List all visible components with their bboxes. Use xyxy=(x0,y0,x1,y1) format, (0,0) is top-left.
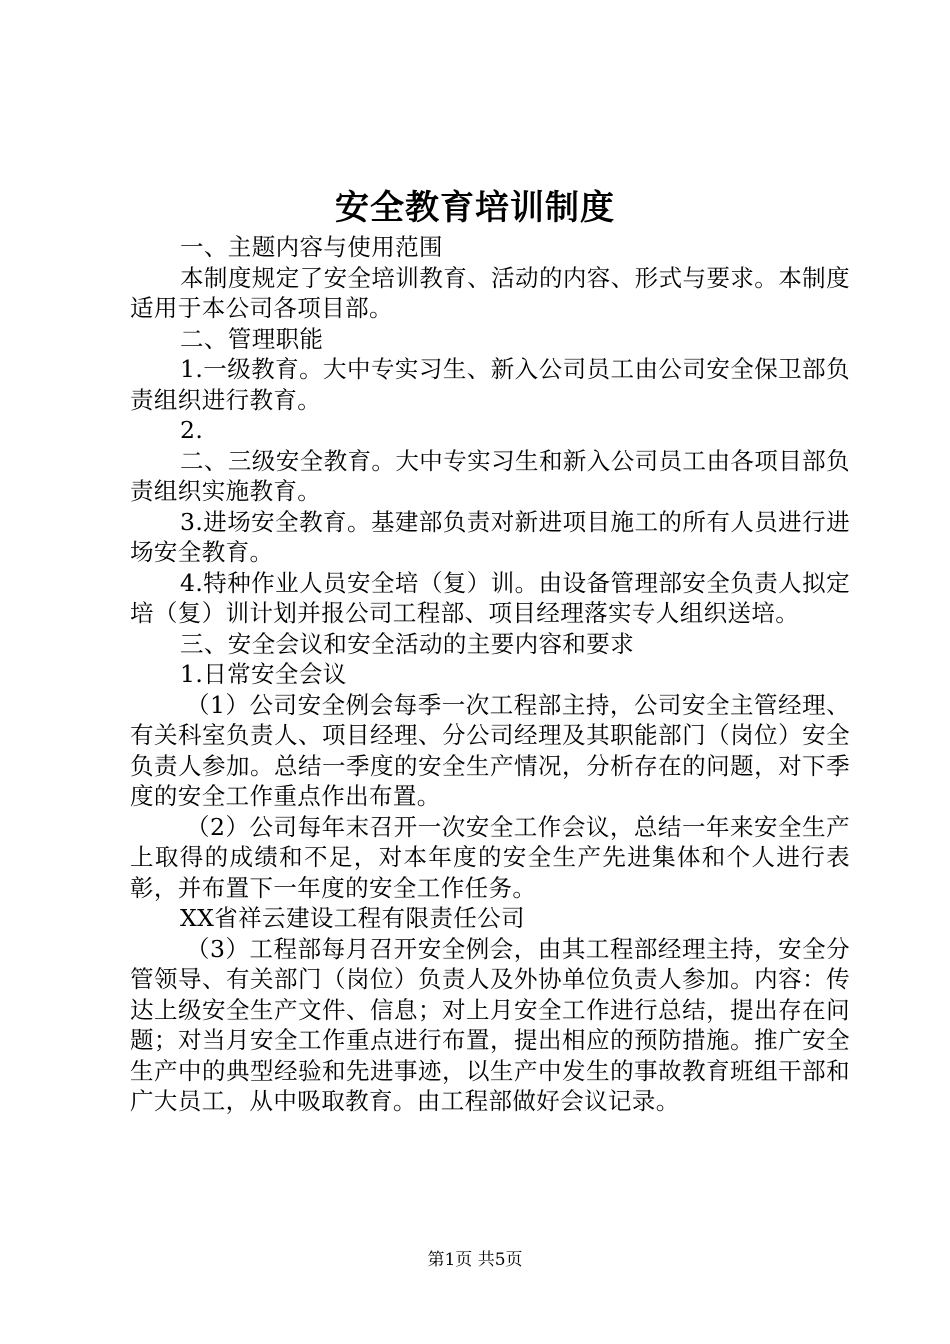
subsection-heading: 1.日常安全会议 xyxy=(180,660,347,688)
paragraph-meeting-2: （2）公司每年末召开一次安全工作会议，总结一年来安全生产上取得的成绩和不足，对本年度的安全生产先进集体和个人进行表彰，并布置下一年度的安全工作任务。 xyxy=(130,812,850,902)
section-heading-3: 三、安全会议和安全活动的主要内容和要求 xyxy=(180,629,635,658)
paragraph-meeting-1: （1）公司安全例会每季一次工程部主持，公司安全主管经理、有关科室负责人、项目经理、分公司经理及其职能部门（岗位）安全负责人参加。总结一季度的安全生产情况，分析存在的问题，对下季度的安全工作重点作出布置。 xyxy=(130,690,850,810)
document-body xyxy=(130,232,850,1117)
paragraph-scope: 本制度规定了安全培训教育、活动的内容、形式与要求。本制度适用于本公司各项目部。 xyxy=(130,263,850,322)
document-title: 安全教育培训制度 xyxy=(335,188,615,228)
paragraph-item-2-body: 二、三级安全教育。大中专实习生和新入公司员工由各项目部负责组织实施教育。 xyxy=(130,446,850,505)
paragraph-item-4: 4.特种作业人员安全培（复）训。由设备管理部安全负责人拟定培（复）训计划并报公司工程部、项目经理落实专人组织送培。 xyxy=(130,568,850,627)
paragraph-meeting-3: （3）工程部每月召开安全例会，由其工程部经理主持，安全分管领导、有关部门（岗位）负责人及外协单位负责人参加。内容：传达上级安全生产文件、信息；对上月安全工作进行总结，提出存在问题；对当月安全工作重点进行布置，提出相应的预防措施。推广安全生产中的典型经验和先进事迹，以生产中发生的事故教育班组干部和广大员工，从中吸取教育。由工程部做好会议记录。 xyxy=(130,934,850,1115)
paragraph-item-3: 3.进场安全教育。基建部负责对新进项目施工的所有人员进行进场安全教育。 xyxy=(130,507,850,566)
paragraph-item-1: 1.一级教育。大中专实习生、新入公司员工由公司安全保卫部负责组织进行教育。 xyxy=(130,355,850,414)
section-heading-2: 二、管理职能 xyxy=(180,324,324,353)
section-heading-1: 一、主题内容与使用范围 xyxy=(180,233,443,261)
page-number: 第1页 共5页 xyxy=(427,1250,523,1270)
company-name: XX省祥云建设工程有限责任公司 xyxy=(180,904,525,932)
paragraph-item-2: 2. xyxy=(180,416,204,444)
